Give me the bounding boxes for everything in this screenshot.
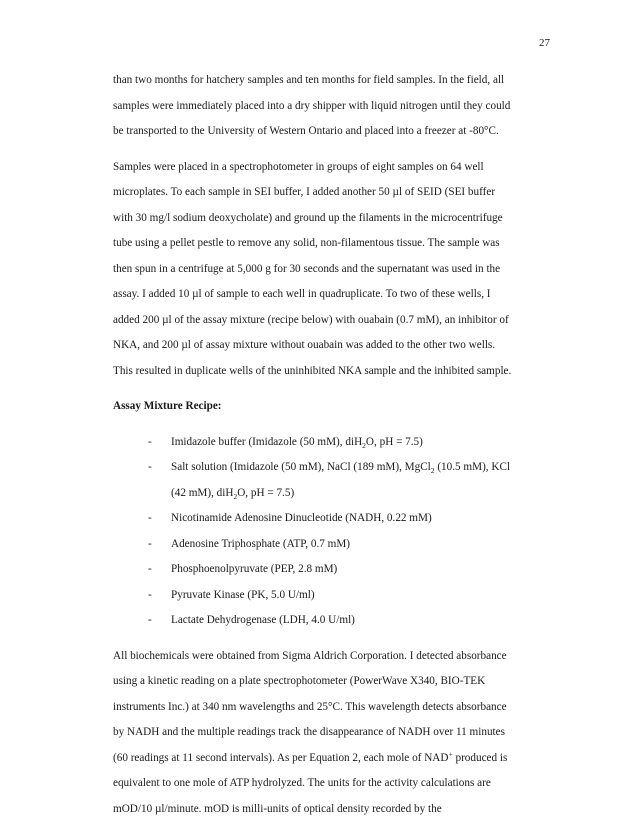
paragraph-absorbance xyxy=(113,644,575,823)
subscript: 2 xyxy=(430,466,435,476)
text-line: NKA, and 200 µl of assay mixture without ouabain was added to the other two wells. xyxy=(113,339,496,351)
text-line: than two months for hatchery samples and ten months for field samples. In the field, all xyxy=(113,74,505,86)
text-line xyxy=(113,746,575,772)
text-line: then spun in a centrifuge at 5,000 g for 30 seconds and the supernatant was used in the xyxy=(113,262,501,275)
page-body xyxy=(113,68,575,822)
text-line: using a kinetic reading on a plate spectrophotometer (PowerWave X340, BIO-TEK xyxy=(113,675,486,687)
text-line: This resulted in duplicate wells of the uninhibited NKA sample and the inhibited sample. xyxy=(113,364,512,377)
item-text: Imidazole buffer (Imidazole (50 mM), diH xyxy=(171,435,363,448)
list-item xyxy=(113,583,575,609)
list-item xyxy=(113,430,575,456)
item-text: Nicotinamide Adenosine Dinucleotide (NADH, 0.22 mM) xyxy=(171,512,432,524)
text-line: Samples were placed in a spectrophotometer in groups of eight samples on 64 well xyxy=(113,160,484,173)
list-item xyxy=(113,506,575,532)
text-line: samples were immediately placed into a dry shipper with liquid nitrogen until they could xyxy=(113,99,511,112)
line-text: produced is xyxy=(452,751,508,764)
item-text: (10.5 mM), KCl xyxy=(434,461,511,473)
text-line: with 30 mg/l sodium deoxycholate) and ground up the filaments in the microcentrifuge xyxy=(113,211,503,224)
superscript: + xyxy=(448,748,453,758)
list-item xyxy=(113,608,575,634)
text-line: instruments Inc.) at 340 nm wavelengths and 25°C. This wavelength detects absorbance xyxy=(113,700,507,713)
item-text: Pyruvate Kinase (PK, 5.0 U/ml) xyxy=(171,588,315,601)
list-dash: - xyxy=(148,512,152,524)
text-line: assay. I added 10 µl of sample to each well in quadruplicate. To two of these wells, I xyxy=(113,288,491,300)
text-line: added 200 µl of the assay mixture (recipe below) with ouabain (0.7 mM), an inhibitor of xyxy=(113,313,509,326)
line-text: (60 readings at 11 second intervals). As per Equation 2, each mole of NAD xyxy=(113,751,449,764)
item-text: O, pH = 7.5) xyxy=(365,435,423,448)
list-item xyxy=(113,455,575,506)
text-line: by NADH and the multiple readings track the disappearance of NADH over 11 minutes xyxy=(113,726,505,738)
item-text: O, pH = 7.5) xyxy=(237,486,295,499)
list-dash: - xyxy=(148,435,152,448)
paragraph-storage xyxy=(113,68,575,145)
list-dash: - xyxy=(148,537,152,550)
list-item xyxy=(113,557,575,583)
item-text: Lactate Dehydrogenase (LDH, 4.0 U/ml) xyxy=(171,614,355,626)
list-dash: - xyxy=(148,563,152,575)
list-dash: - xyxy=(148,614,152,626)
recipe-heading: Assay Mixture Recipe: xyxy=(113,400,222,412)
paragraph-method xyxy=(113,155,575,385)
text-line: microplates. To each sample in SEI buffer, I added another 50 µl of SEID (SEI buffer xyxy=(113,186,496,198)
item-text: Adenosine Triphosphate (ATP, 0.7 mM) xyxy=(171,537,351,550)
recipe-list xyxy=(113,430,575,634)
text-line: be transported to the University of Western Ontario and placed into a freezer at -80°C. xyxy=(113,125,499,137)
subscript: 2 xyxy=(233,491,238,501)
page-number: 27 xyxy=(539,37,550,49)
item-text: (42 mM), diH xyxy=(171,486,234,499)
item-text: Salt solution (Imidazole (50 mM), NaCl (189 mM), MgCl xyxy=(171,461,431,473)
list-dash: - xyxy=(148,461,152,473)
item-text: Phosphoenolpyruvate (PEP, 2.8 mM) xyxy=(171,563,338,575)
list-dash: - xyxy=(148,588,152,601)
list-item xyxy=(113,532,575,558)
text-line: All biochemicals were obtained from Sigma Aldrich Corporation. I detected absorbance xyxy=(113,649,507,662)
text-line: mOD/10 µl/minute. mOD is milli-units of optical density recorded by the xyxy=(113,802,442,815)
text-line: equivalent to one mole of ATP hydrolyzed. The units for the activity calculations are xyxy=(113,777,491,789)
text-line: tube using a pellet pestle to remove any solid, non-filamentous tissue. The sample was xyxy=(113,237,500,249)
subscript: 2 xyxy=(362,440,366,450)
